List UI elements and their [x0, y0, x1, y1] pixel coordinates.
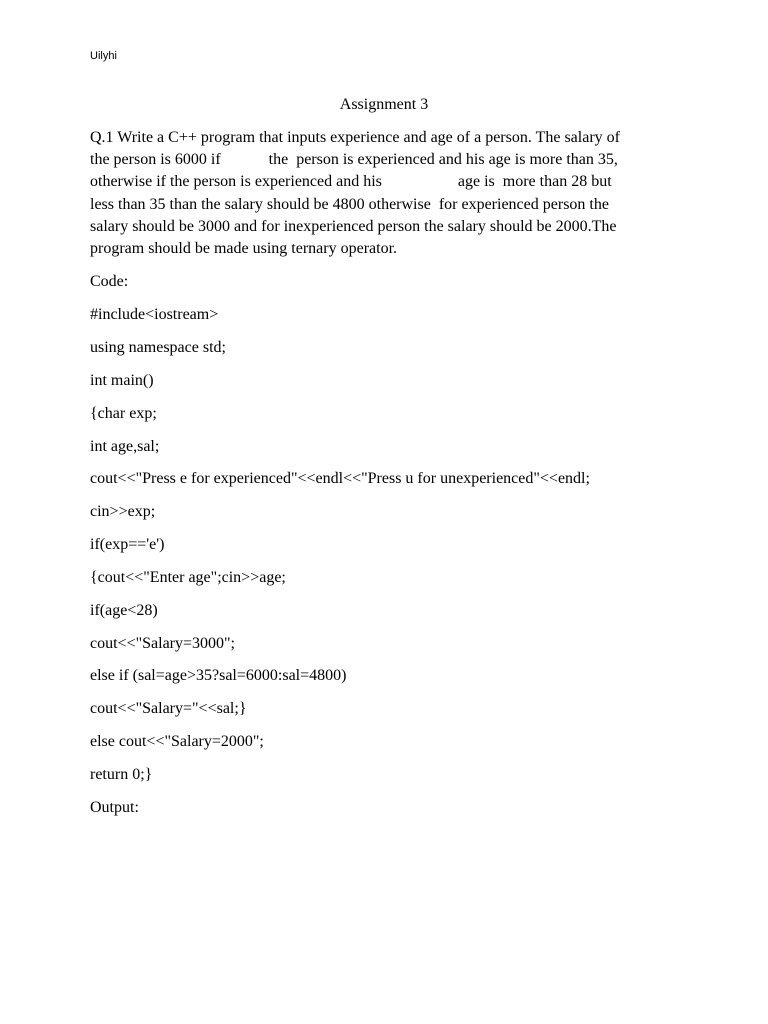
code-line: {cout<<"Enter age";cin>>age;	[90, 569, 286, 586]
code-line: if(age<28)	[90, 602, 158, 619]
code-line: if(exp=='e')	[90, 536, 165, 553]
code-line: cin>>exp;	[90, 503, 156, 520]
code-heading: Code:	[90, 273, 129, 290]
question-line: salary should be 3000 and for inexperienced person the salary should be 2000.The	[90, 217, 617, 235]
question-line: otherwise if the person is experienced and his age is more than 28 but	[90, 173, 612, 191]
question-line: the person is 6000 if the person is experienced and his age is more than 35,	[90, 151, 618, 169]
question-line: program should be made using ternary operator.	[90, 239, 398, 257]
code-line: else if (sal=age>35?sal=6000:sal=4800)	[90, 667, 347, 684]
code-line: using namespace std;	[90, 339, 226, 356]
code-line: #include<iostream>	[90, 306, 219, 323]
code-line: cout<<"Salary=3000";	[90, 635, 235, 652]
question-line: Q.1 Write a C++ program that inputs experience and age of a person. The salary of	[90, 129, 620, 146]
code-line: cout<<"Salary="<<sal;}	[90, 700, 247, 717]
question-line: less than 35 than the salary should be 4800 otherwise for experienced person the	[90, 195, 609, 213]
question-paragraph	[90, 127, 710, 260]
code-line: return 0;}	[90, 766, 153, 783]
code-line: cout<<"Press e for experienced"<<endl<<"Press u for unexperienced"<<endl;	[90, 470, 590, 487]
document-title: Assignment 3	[339, 96, 429, 113]
code-line: else cout<<"Salary=2000";	[90, 733, 264, 750]
code-line: {char exp;	[90, 405, 157, 422]
code-line: int main()	[90, 372, 154, 389]
output-heading: Output:	[90, 799, 139, 816]
header-text: Uilyhi	[90, 50, 117, 62]
code-line: int age,sal;	[90, 438, 160, 455]
